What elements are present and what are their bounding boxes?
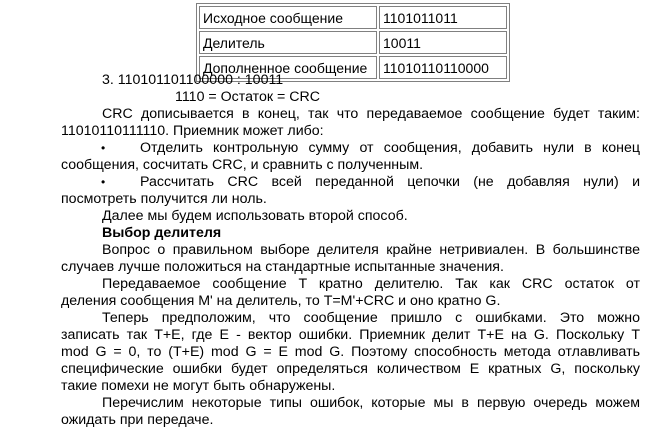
paragraph-line: Теперь предположим, что сообщение пришло с ошибками. Это можно [102,310,640,326]
paragraph-line: Перечислим некоторые типы ошибок, которые мы в первую очередь можем [102,395,640,411]
paragraph-line: случаев лучше положиться на стандартные испытанные значения. [61,259,504,275]
division-line: 3. 110101101100000 : 10011 [102,72,284,88]
paragraph-line: mod G = 0, то (T+E) mod G = E mod G. Поэтому способность метода отлавливать [61,344,640,360]
bullet-icon: • [101,175,106,189]
list-item-continuation: посмотреть получится ли ноль. [61,191,267,207]
section-heading: Выбор делителя [102,225,222,241]
table-cell-value: 11010110110000 [379,56,507,79]
paragraph-line: Вопрос о правильном выборе делителя крайне нетривиален. В большинстве [102,242,640,258]
paragraph-line: такие помехи не могут быть обнаружены. [61,378,336,394]
paragraph-line: записать так T+E, где E - вектор ошибки. Приемник делит T+E на G. Поскольку T [61,327,640,343]
table-row [199,31,507,54]
bullet-icon: • [101,141,106,155]
paragraph-line: Далее мы будем использовать второй способ. [102,208,408,224]
table-cell-label: Делитель [199,31,377,54]
remainder-line: 1110 = Остаток = CRC [175,89,321,105]
table-row [199,6,507,29]
table-cell-label: Дополненное сообщение [199,56,377,79]
table-cell-label: Исходное сообщение [199,6,377,29]
list-item: Рассчитать CRC всей переданной цепочки (не добавляя нули) и [140,174,640,190]
paragraph-line: ожидать при передаче. [61,412,214,428]
paragraph-line: 11010110111110. Приемник может либо: [61,123,324,139]
table-cell-value: 10011 [379,31,507,54]
paragraph-line: специфические ошибки будет определяться количеством E кратных G, поскольку [61,361,640,377]
paragraph-line: CRC дописывается в конец, так что передаваемое сообщение будет таким: [102,106,640,122]
list-item-continuation: сообщения, сосчитать CRC, и сравнить с полученным. [61,157,424,173]
crc-parameters-table [196,3,510,82]
list-item: Отделить контрольную сумму от сообщения, добавить нули в конец [140,140,640,156]
paragraph-line: Передаваемое сообщение T кратно делителю. Так как CRC остаток от [102,276,640,292]
table-cell-value: 1101011011 [379,6,507,29]
paragraph-line: деления сообщения M' на делитель, то T=M'+CRC и оно кратно G. [61,293,501,309]
